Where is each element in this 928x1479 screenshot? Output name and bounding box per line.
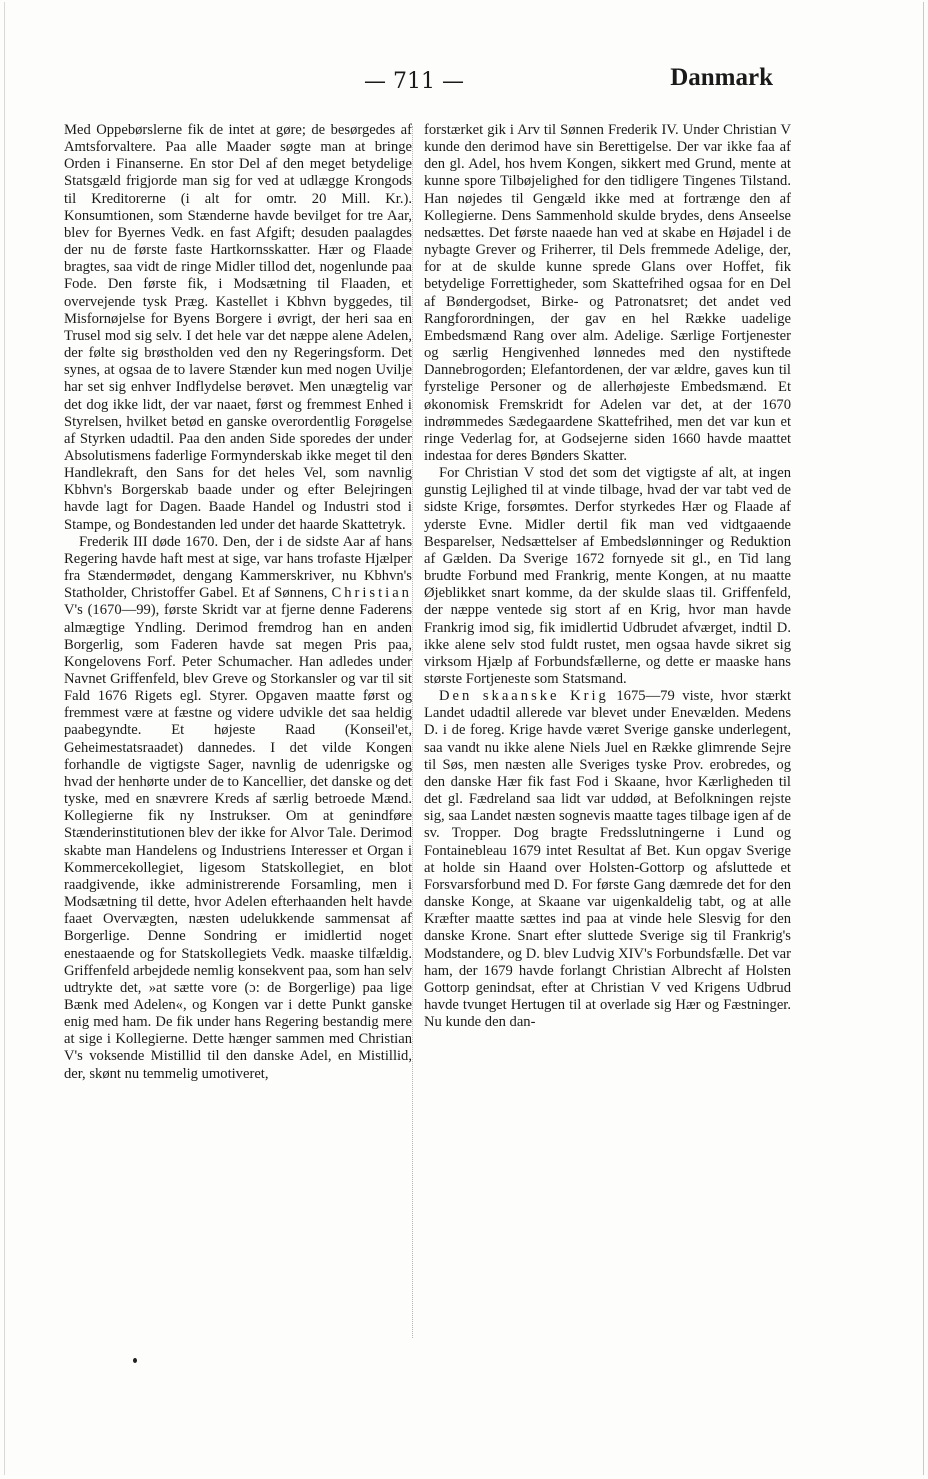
column-divider [412, 126, 413, 1338]
spaced-heading: Den skaanske Krig [439, 688, 609, 705]
paragraph [64, 534, 412, 1083]
left-column [64, 122, 412, 1083]
right-column [424, 122, 791, 1031]
paragraph [424, 688, 791, 1031]
paragraph: forstærket gik i Arv til Sønnen Frederik IV. Under Christian V kunde den derimod have sin Berettigelse. Der var ikke faa af den gl. Adel, hos hvem Kongen, sikkert med Grund, mente at kunne spore Tilbøjelighed for den tidligere Tingenes Tilstand. Han nøjedes til Gengæld ikke med at fortrænge den af Kollegierne. Dens Sammenhold skulde brydes, dens Anseelse nedsættes. Det første naaede han ved at skabe en Højadel i de nybagte Grever og Friherrer, til Dels fremmede Adelige, der, for at de skulde kunne sprede Glans over Hoffet, fik betydelige Forrettigheder, som Skattefrihed ogsaa for en Del af Bøndergodset, Birke- og Patronatsret; det andet ved Rangforordningen, der gav en hel Række uadelige Embedsmænd Rang over alm. Adelige. Særlige Fortjenester og særlig Hengivenhed lønnedes med den nystiftede Dannebrogorden; Elefantordenen, der var ældre, gaves kun til fyrstelige Personer og de allerhøjeste Embedsmænd. Et økonomisk Fremskridt for Adelen var det, at der 1670 indrømmedes Sædegaardene Skattefrihed, men det var kun et ringe Vederlag for, at Godsejerne siden 1660 havde maattet indestaa for deres Bønders Skatter. [424, 122, 791, 464]
page-number: — 711 — [364, 68, 464, 94]
paragraph-text: V's (1670—99), første Skridt var at fjerne denne Faderens almægtige Yndling. Derimod fremdrog han en anden Borgerlig, som Faderen havde sat megen Pris paa, Kongelovens Forf. Peter Schumacher. Han adledes under Navnet Griffenfeld, blev Greve og Storkansler og var til sit Fald 1676 Rigets egl. Styrer. Opgaven maatte først og fremmest være at fæstne og videre udvikle det saa heldig paabegyndte. Et højeste Raad (Konseil'et, Geheimestatsraadet) dannedes. I det vilde Kongen forhandle de vigtigste Sager, navnlig de udenrigske og hvad der henhørte under de to Kancellier, det danske og det tyske, med en snævrere Kreds af særlig betroede Mænd. Kollegierne fik ny Instrukser. Om at genindføre Stænderinstitutionen blev der ikke for Alvor Tale. Derimod skabte man Handelens og Industriens Interesser et Organ i Kommercekollegiet, ligesom Statskollegiet, en blot raadgivende, ikke administrerende Forsamling, men i Modsætning til dette, hvor Adelen efterhaanden helt havde faaet Overvægten, næsten udelukkende sammensat af Borgerlige. Denne Sondring er imidlertid noget enestaaende og for Statskollegiets Vedk. maaske tilfældig. Griffenfeld arbejdede nemlig konsekvent paa, som han selv udtrykte det, »at sætte vore (ɔ: de Borgerlige) paa lige Bænk med Adelen«, og Kongen var i dette Punkt ganske enig med ham. De fik under hans Regering bestandig mere at sige i Kollegierne. Dette hænger sammen med Christian V's voksende Mistillid til den danske Adel, en Mistillid, der, skønt nu temmelig umotiveret, [64, 602, 412, 1082]
paragraph-text: Frederik III døde 1670. Den, der i de sidste Aar af hans Regering havde haft mest at sige, var hans trofaste Hjælper fra Stændermødet, dengang Kammerskriver, nu Kbhvn's Statholder, Christoffer Gabel. Et af Sønnens, [64, 533, 412, 602]
section-title: Danmark [670, 64, 773, 91]
paragraph: Med Oppebørslerne fik de intet at gøre; de besørgedes af Amtsforvaltere. Paa alle Maader søgte man at bringe Orden i Finanserne. En stor Del af den meget betydelige Statsgæld frigjorde man sig for ved at udlægge Krongods til Kreditorerne (i alt for omtr. 20 Mill. Kr.). Konsumtionen, som Stænderne havde bevilget for tre Aar, blev for Byernes Vedk. en fast Afgift; desuden paalagdes der nu de første faste Hartkornsskatter. Hær og Flaade bragtes, saa vidt de ringe Midler tillod det, nogenlunde paa Fode. Den første fik, i Modsætning til Flaaden, et overvejende tysk Præg. Kastellet i Kbhvn byggedes, til Misfornøjelse for Byens Borgere i øvrigt, der heri saa en Trusel mod sig selv. I det hele var det næppe alene Adelen, der følte sig brøstholden ved den ny Regeringsform. Det synes, at ogsaa de to lavere Stænder kun med nogen Uvilje har set sig enhver Indflydelse berøvet. Men unægtelig var det dog ikke lidt, der var naaet, først og fremmest Enhed i Styrelsen, hvilket betød en ganske overordentlig Forøgelse af Styrken udadtil. Paa den anden Side sporedes der under Absolutismens faderlige Formynderskab ikke meget til den Handlekraft, den Sans for det heles Vel, som navnlig Kbhvn's Borgerskab baade under og efter Belejringen havde lagt for Dagen. Baade Handel og Industri stod i Stampe, og Bondestanden led under det haarde Skattetryk. [64, 122, 412, 533]
paragraph-text: 1675—79 viste, hvor stærkt Landet udadtil allerede var blevet under Enevælden. Medens D. i de foreg. Krige havde været Sverige ganske underlegent, saa vandt nu ikke alene Niels Juel en Række glimrende Sejre til Søs, men næsten alle Sveriges tyske Prov. erobredes, og den danske Hær fik fast Fod i Skaane, hvor Kærligheden til det gl. Fædreland saa lidt var uddød, at Befolkningen rejste sig, saa Landet næsten sognevis maatte tages tilbage igen af de sv. Tropper. Dog bragte Fredsslutningerne i Lund og Fontainebleau 1679 intet Resultat af Bet. Kun opgav Sverige at holde sin Haand over Holsten-Gottorp og afsluttede et Forsvarsforbund med D. For første Gang dæmrede det for den danske Konge, at Skaane var uigenkaldelig tabt, og at alle Kræfter maatte sættes ind paa at vinde hele Slesvig for den danske Krone. Snart efter sluttede Sverige sig til Frankrig's Modstandere, og D. blev Ludvig XIV's Forbundsfælle. Det var ham, der 1679 havde forlangt Christian Albrecht af Holsten Gottorp genindsat, efter at Christian V ved Krigens Udbrud havde tvunget Hertugen til at overlade sig Hær og Fæstninger. Nu kunde den dan- [424, 688, 792, 1031]
spaced-name: Christian [331, 585, 412, 602]
paragraph: For Christian V stod det som det vigtigste af alt, at ingen gunstig Lejlighed til at vinde tilbage, hvad der var tabt ved de sidste Krige, forsømtes. Derfor styrkedes Hær og Flaade af yderste Evne. Midler dertil fik man ved vidtgaaende Besparelser, Nedsættelser af Embedslønninger og Reduktion af Gælden. Da Sverige 1672 fornyede sit gl., en Tid lang brudte Forbund med Frankrig, mente Kongen, at nu maatte Øjeblikket snart komme, da der skulde slaas til. Griffenfeld, der næppe ventede sig stort af en Krig, hvor man havde Frankrig imod sig, fik imidlertid Udbrudet afværget, indtil D. ikke alene selv stod fuldt rustet, men ogsaa havde sikret sig virksom Hjælp af Forbundsfællerne, og dette er maaske hans største Fortjeneste som Statsmand. [424, 465, 791, 687]
ink-dot [133, 1358, 137, 1363]
